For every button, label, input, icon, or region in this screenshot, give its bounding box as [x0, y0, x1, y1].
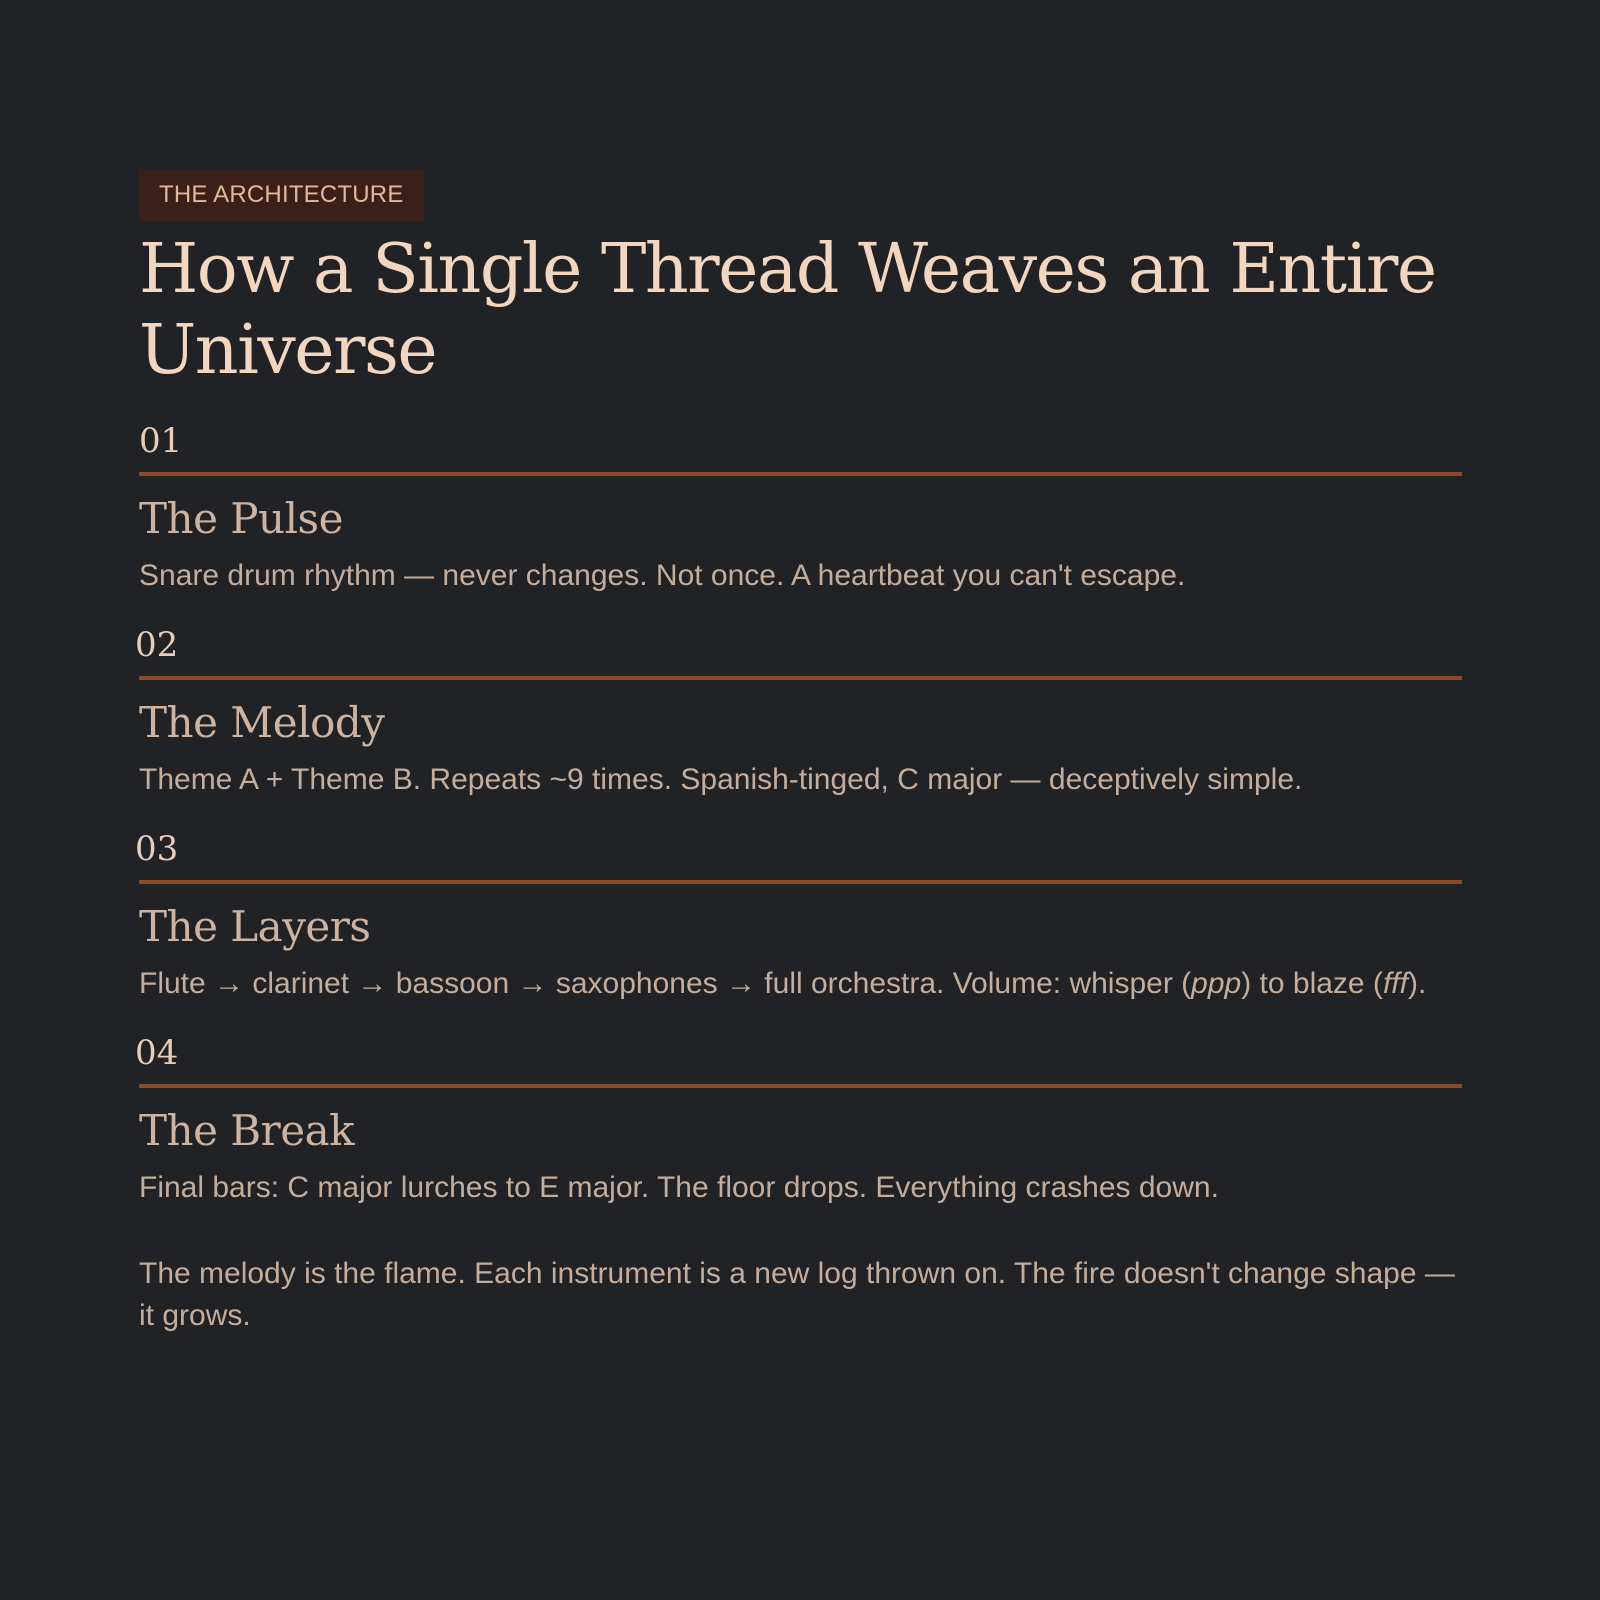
section-break — [135, 1031, 1461, 1209]
section-description: Theme A + Theme B. Repeats ~9 times. Spanish-tinged, C major — deceptively simple. — [139, 763, 1303, 796]
section-melody — [135, 623, 1461, 801]
description-text: Flute → clarinet → bassoon → saxophones → full orchestra. Volume: whisper ( — [139, 967, 1192, 1000]
section-title: The Layers — [139, 902, 371, 951]
description-text: ) to blaze ( — [1241, 967, 1383, 1000]
section-number: 04 — [135, 1033, 179, 1073]
section-pulse — [139, 419, 1461, 597]
section-title: The Break — [139, 1106, 355, 1155]
section-number: 03 — [135, 829, 179, 869]
section-divider — [139, 1084, 1462, 1088]
section-title: The Melody — [139, 698, 385, 747]
section-description — [139, 963, 1462, 1005]
dynamic-marking-fff: fff — [1382, 967, 1408, 1000]
description-text: ). — [1407, 967, 1427, 1000]
section-divider — [139, 676, 1462, 680]
page-title: How a Single Thread Weaves an Entire Universe — [139, 230, 1436, 390]
section-title: The Pulse — [139, 494, 343, 543]
section-divider — [139, 472, 1462, 476]
section-description: Snare drum rhythm — never changes. Not once. A heartbeat you can't escape. — [139, 559, 1186, 592]
section-description: Final bars: C major lurches to E major. The floor drops. Everything crashes down. — [139, 1171, 1219, 1204]
section-tag: THE ARCHITECTURE — [139, 169, 424, 221]
closing-paragraph: The melody is the flame. Each instrument is a new log thrown on. The fire doesn't change shape — it grows. — [139, 1257, 1455, 1332]
section-number: 01 — [139, 421, 183, 461]
section-layers — [135, 827, 1461, 1005]
section-number: 02 — [135, 625, 179, 665]
section-divider — [139, 880, 1462, 884]
dynamic-marking-ppp: ppp — [1191, 967, 1242, 1000]
